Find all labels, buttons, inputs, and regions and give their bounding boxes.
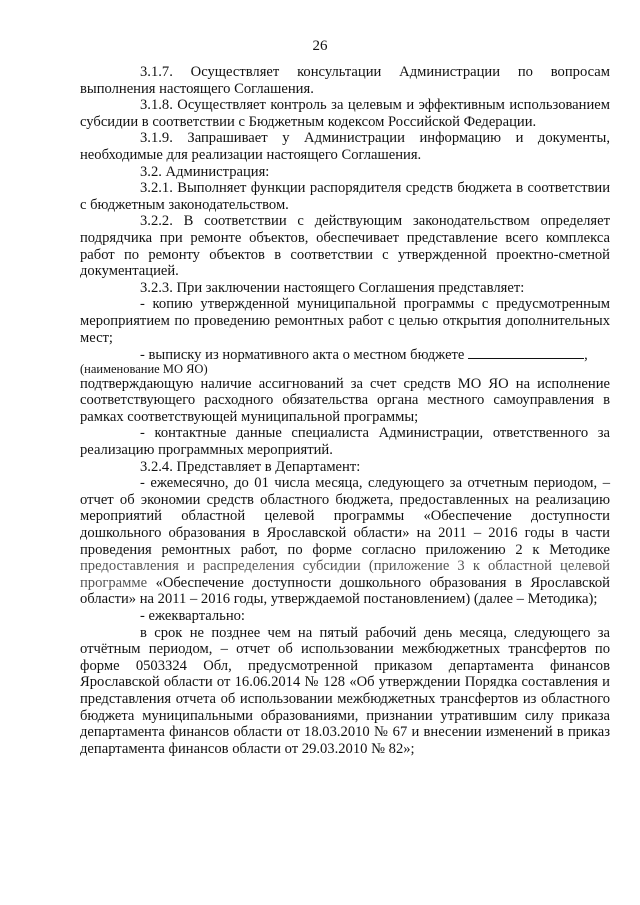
- monthly-report-tail: «Обеспечение доступности дошкольного образования в Ярославской области» на 2011 – 2016 годы, утверждаемой постановлением) (далее – Методика);: [80, 574, 610, 608]
- blank-caption: (наименование МО ЯО): [80, 361, 208, 376]
- paragraph-3-2-2: 3.2.2. В соответствии с действующим законодательством определяет подрядчика при ремонте объектов, обеспечивает представление всего комплекса работ по ремонту объектов в соответствии с утвержденной проектно-сметной документацией.: [80, 213, 610, 280]
- paragraph-monthly-report: [80, 475, 610, 608]
- paragraph-3-1-9: 3.1.9. Запрашивает у Администрации информацию и документы, необходимые для реализации настоящего Соглашения.: [80, 130, 610, 163]
- document-body: [80, 64, 610, 757]
- paragraph-confirming: подтверждающую наличие ассигнований за счет средств МО ЯО на исполнение соответствующего расходного обязательства органа местного самоуправления в рамках соответствующей муниципальной программы;: [80, 375, 610, 425]
- blank-fill-line: [468, 346, 584, 359]
- page-number: 26: [312, 38, 328, 54]
- paragraph-contact-data: - контактные данные специалиста Администрации, ответственного за реализацию программных мероприятий.: [80, 425, 610, 459]
- paragraph-quarterly: - ежеквартально:: [140, 608, 245, 624]
- paragraph-program-copy: - копию утвержденной муниципальной программы с предусмотренным мероприятием по проведению ремонтных работ с целью открытия дополнительных мест;: [80, 296, 610, 346]
- monthly-report-text: - ежемесячно, до 01 числа месяца, следующего за отчетным периодом, – отчет об экономии средств областного бюджета, предоставленных на реализацию мероприятий областной целевой программы «Обеспечение доступности дошкольного образования в Ярославской области» на 2011 – 2016 годы в части проведения ремонтных работ, по форме согласно приложению 2 к Методике: [80, 475, 610, 558]
- budget-extract-text: - выписку из нормативного акта о местном бюджете: [140, 347, 465, 364]
- paragraph-3-2: 3.2. Администрация:: [140, 163, 270, 180]
- paragraph-quarterly-report: в срок не позднее чем на пятый рабочий день месяца, следующего за отчётным периодом, – отчет об использовании межбюджетных трансфертов по форме 0503324 Обл, предусмотренной приказом департамента финансов Ярославской области от 16.06.2014 № 128 «Об утверждении Порядка составления и представления отчета об использовании межбюджетных трансфертов из областного бюджета муниципальными образованиями, признании утратившим силу приказа департамента финансов области от 18.03.2010 № 67 и внесении изменений в приказ департамента финансов области от 29.03.2010 № 82»;: [80, 624, 610, 757]
- paragraph-3-1-8: 3.1.8. Осуществляет контроль за целевым и эффективным использованием субсидии в соответствии с Бюджетным кодексом Российской Федерации.: [80, 97, 610, 130]
- paragraph-3-2-1: 3.2.1. Выполняет функции распорядителя средств бюджета в соответствии с бюджетным законодательством.: [80, 180, 610, 213]
- paragraph-3-2-3: 3.2.3. При заключении настоящего Соглашения представляет:: [140, 279, 525, 296]
- paragraph-3-1-7: 3.1.7. Осуществляет консультации Администрации по вопросам выполнения настоящего Соглашения.: [80, 64, 610, 97]
- budget-extract-trailing: ,: [584, 347, 588, 364]
- paragraph-3-2-4: 3.2.4. Представляет в Департамент:: [140, 458, 361, 475]
- monthly-report-gray-text: предоставления и распределения субсидии (приложение 3 к областной целевой программе: [80, 558, 610, 591]
